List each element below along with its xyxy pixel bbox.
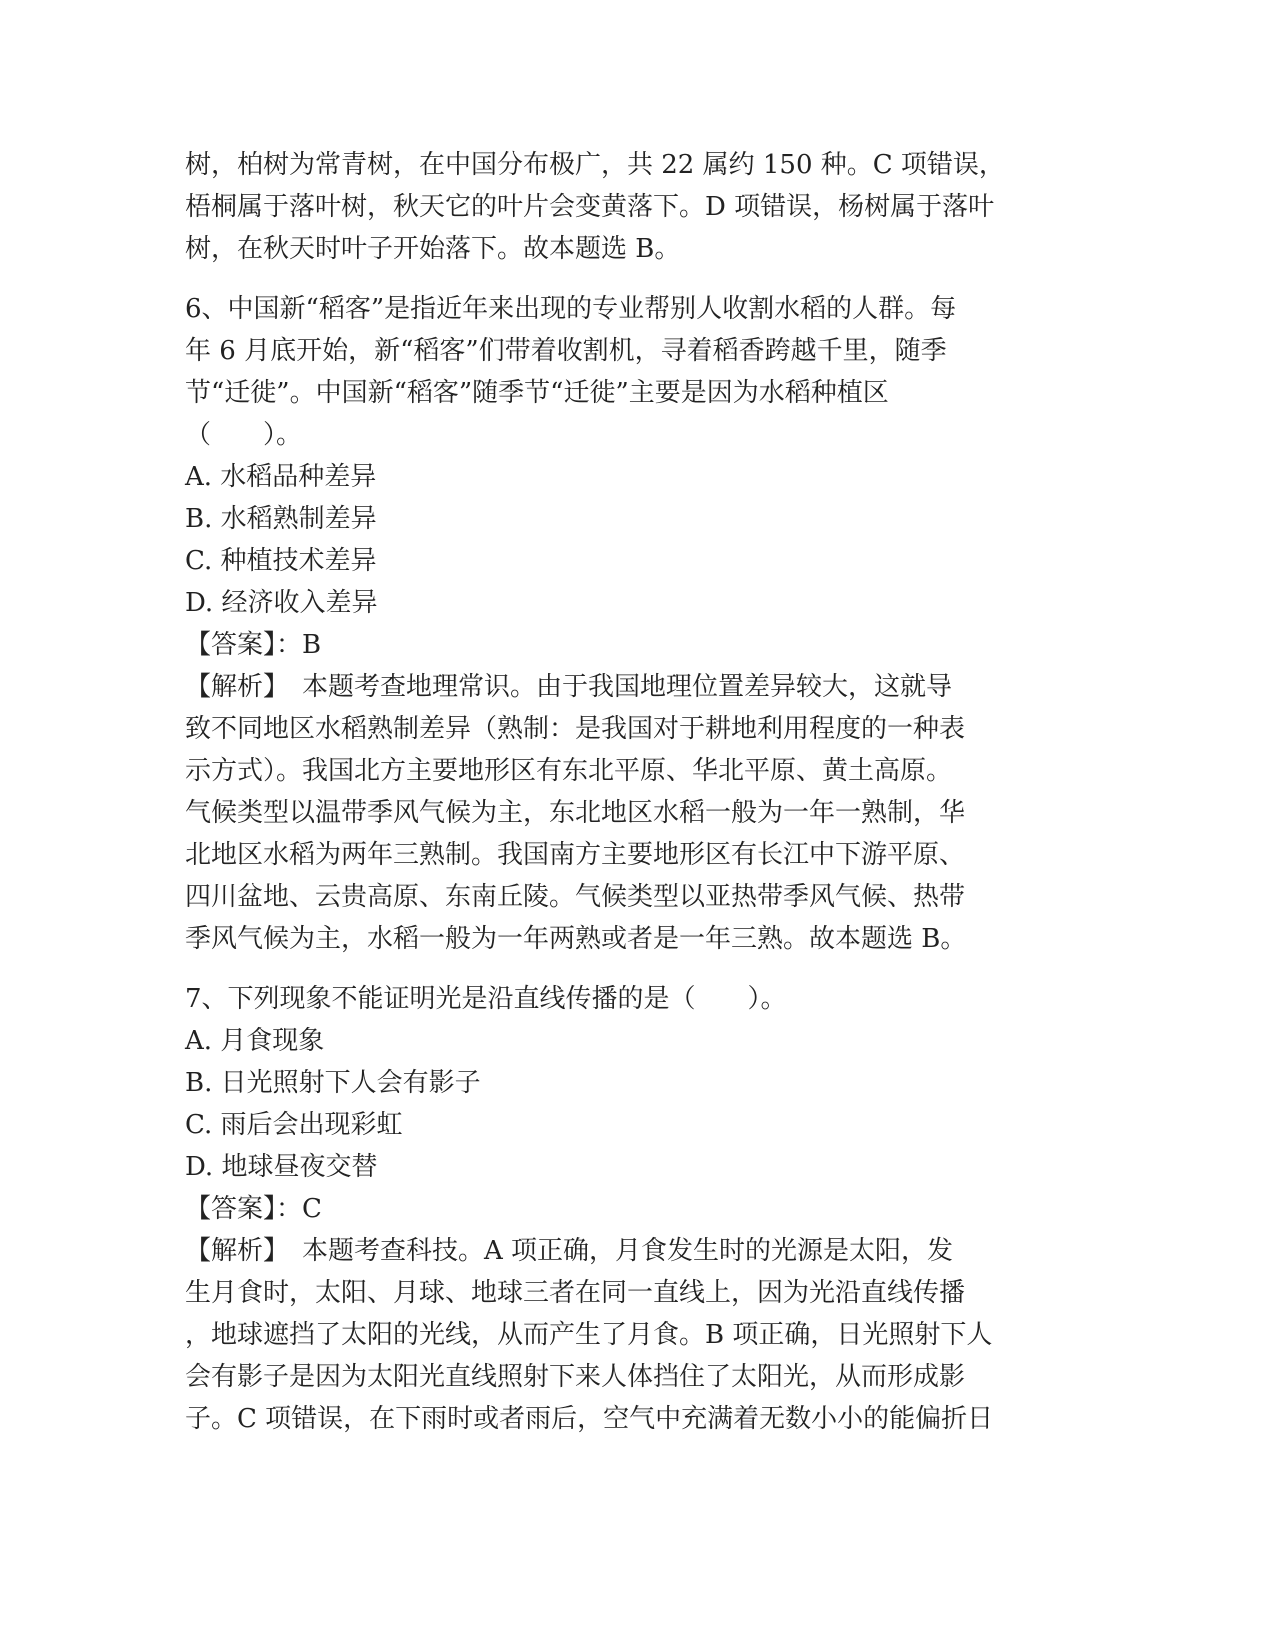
question-stem-line: 节“迁徙”。中国新“稻客”随季节“迁徙”主要是因为水稻种植区 [185,378,889,408]
document-page [185,144,1045,1440]
question-stem-line: 7、下列现象不能证明光是沿直线传播的是（ ）。 [185,984,787,1014]
option-d: D. 地球昼夜交替 [185,1152,378,1182]
analysis-line: 致不同地区水稻熟制差异（熟制：是我国对于耕地利用程度的一种表 [185,714,966,744]
question-stem-line: 6、中国新“稻客”是指近年来出现的专业帮别人收割水稻的人群。每 [185,294,957,324]
analysis-line: 北地区水稻为两年三熟制。我国南方主要地形区有长江中下游平原、 [185,840,966,870]
option-b: B. 日光照射下人会有影子 [185,1068,481,1098]
option-a: A. 水稻品种差异 [185,462,377,492]
question-stem-line: 年 6 月底开始，新“稻客”们带着收割机，寻着稻香跨越千里，随季 [185,336,947,366]
analysis-line: 【解析】 本题考查地理常识。由于我国地理位置差异较大，这就导 [185,672,953,702]
prev-explanation [185,144,1045,270]
option-d: D. 经济收入差异 [185,588,378,618]
analysis-line: 示方式）。我国北方主要地形区有东北平原、华北平原、黄土高原。 [185,756,953,786]
analysis-line: 生月食时，太阳、月球、地球三者在同一直线上，因为光沿直线传播 [185,1278,966,1308]
text-line: 树，柏树为常青树，在中国分布极广，共 22 属约 150 种。C 项错误， [185,150,1005,180]
question-stem-line: （ ）。 [185,420,303,450]
analysis-line: 会有影子是因为太阳光直线照射下来人体挡住了太阳光，从而形成影 [185,1362,966,1392]
analysis-line: ，地球遮挡了太阳的光线，从而产生了月食。B 项正确，日光照射下人 [185,1320,993,1350]
option-a: A. 月食现象 [185,1026,325,1056]
text-line: 树，在秋天时叶子开始落下。故本题选 B。 [185,234,681,264]
option-c: C. 雨后会出现彩虹 [185,1110,403,1140]
question-6 [185,288,1045,960]
analysis-line: 季风气候为主，水稻一般为一年两熟或者是一年三熟。故本题选 B。 [185,924,967,954]
option-b: B. 水稻熟制差异 [185,504,377,534]
analysis-line: 【解析】 本题考查科技。A 项正确，月食发生时的光源是太阳，发 [185,1236,954,1266]
analysis-line: 气候类型以温带季风气候为主，东北地区水稻一般为一年一熟制，华 [185,798,966,828]
analysis-line: 四川盆地、云贵高原、东南丘陵。气候类型以亚热带季风气候、热带 [185,882,966,912]
answer-line: 【答案】：B [185,630,322,660]
option-c: C. 种植技术差异 [185,546,377,576]
analysis-line: 子。C 项错误，在下雨时或者雨后，空气中充满着无数小小的能偏折日 [185,1404,994,1434]
question-7 [185,978,1045,1440]
text-line: 梧桐属于落叶树，秋天它的叶片会变黄落下。D 项错误，杨树属于落叶 [185,192,995,222]
answer-line: 【答案】：C [185,1194,322,1224]
